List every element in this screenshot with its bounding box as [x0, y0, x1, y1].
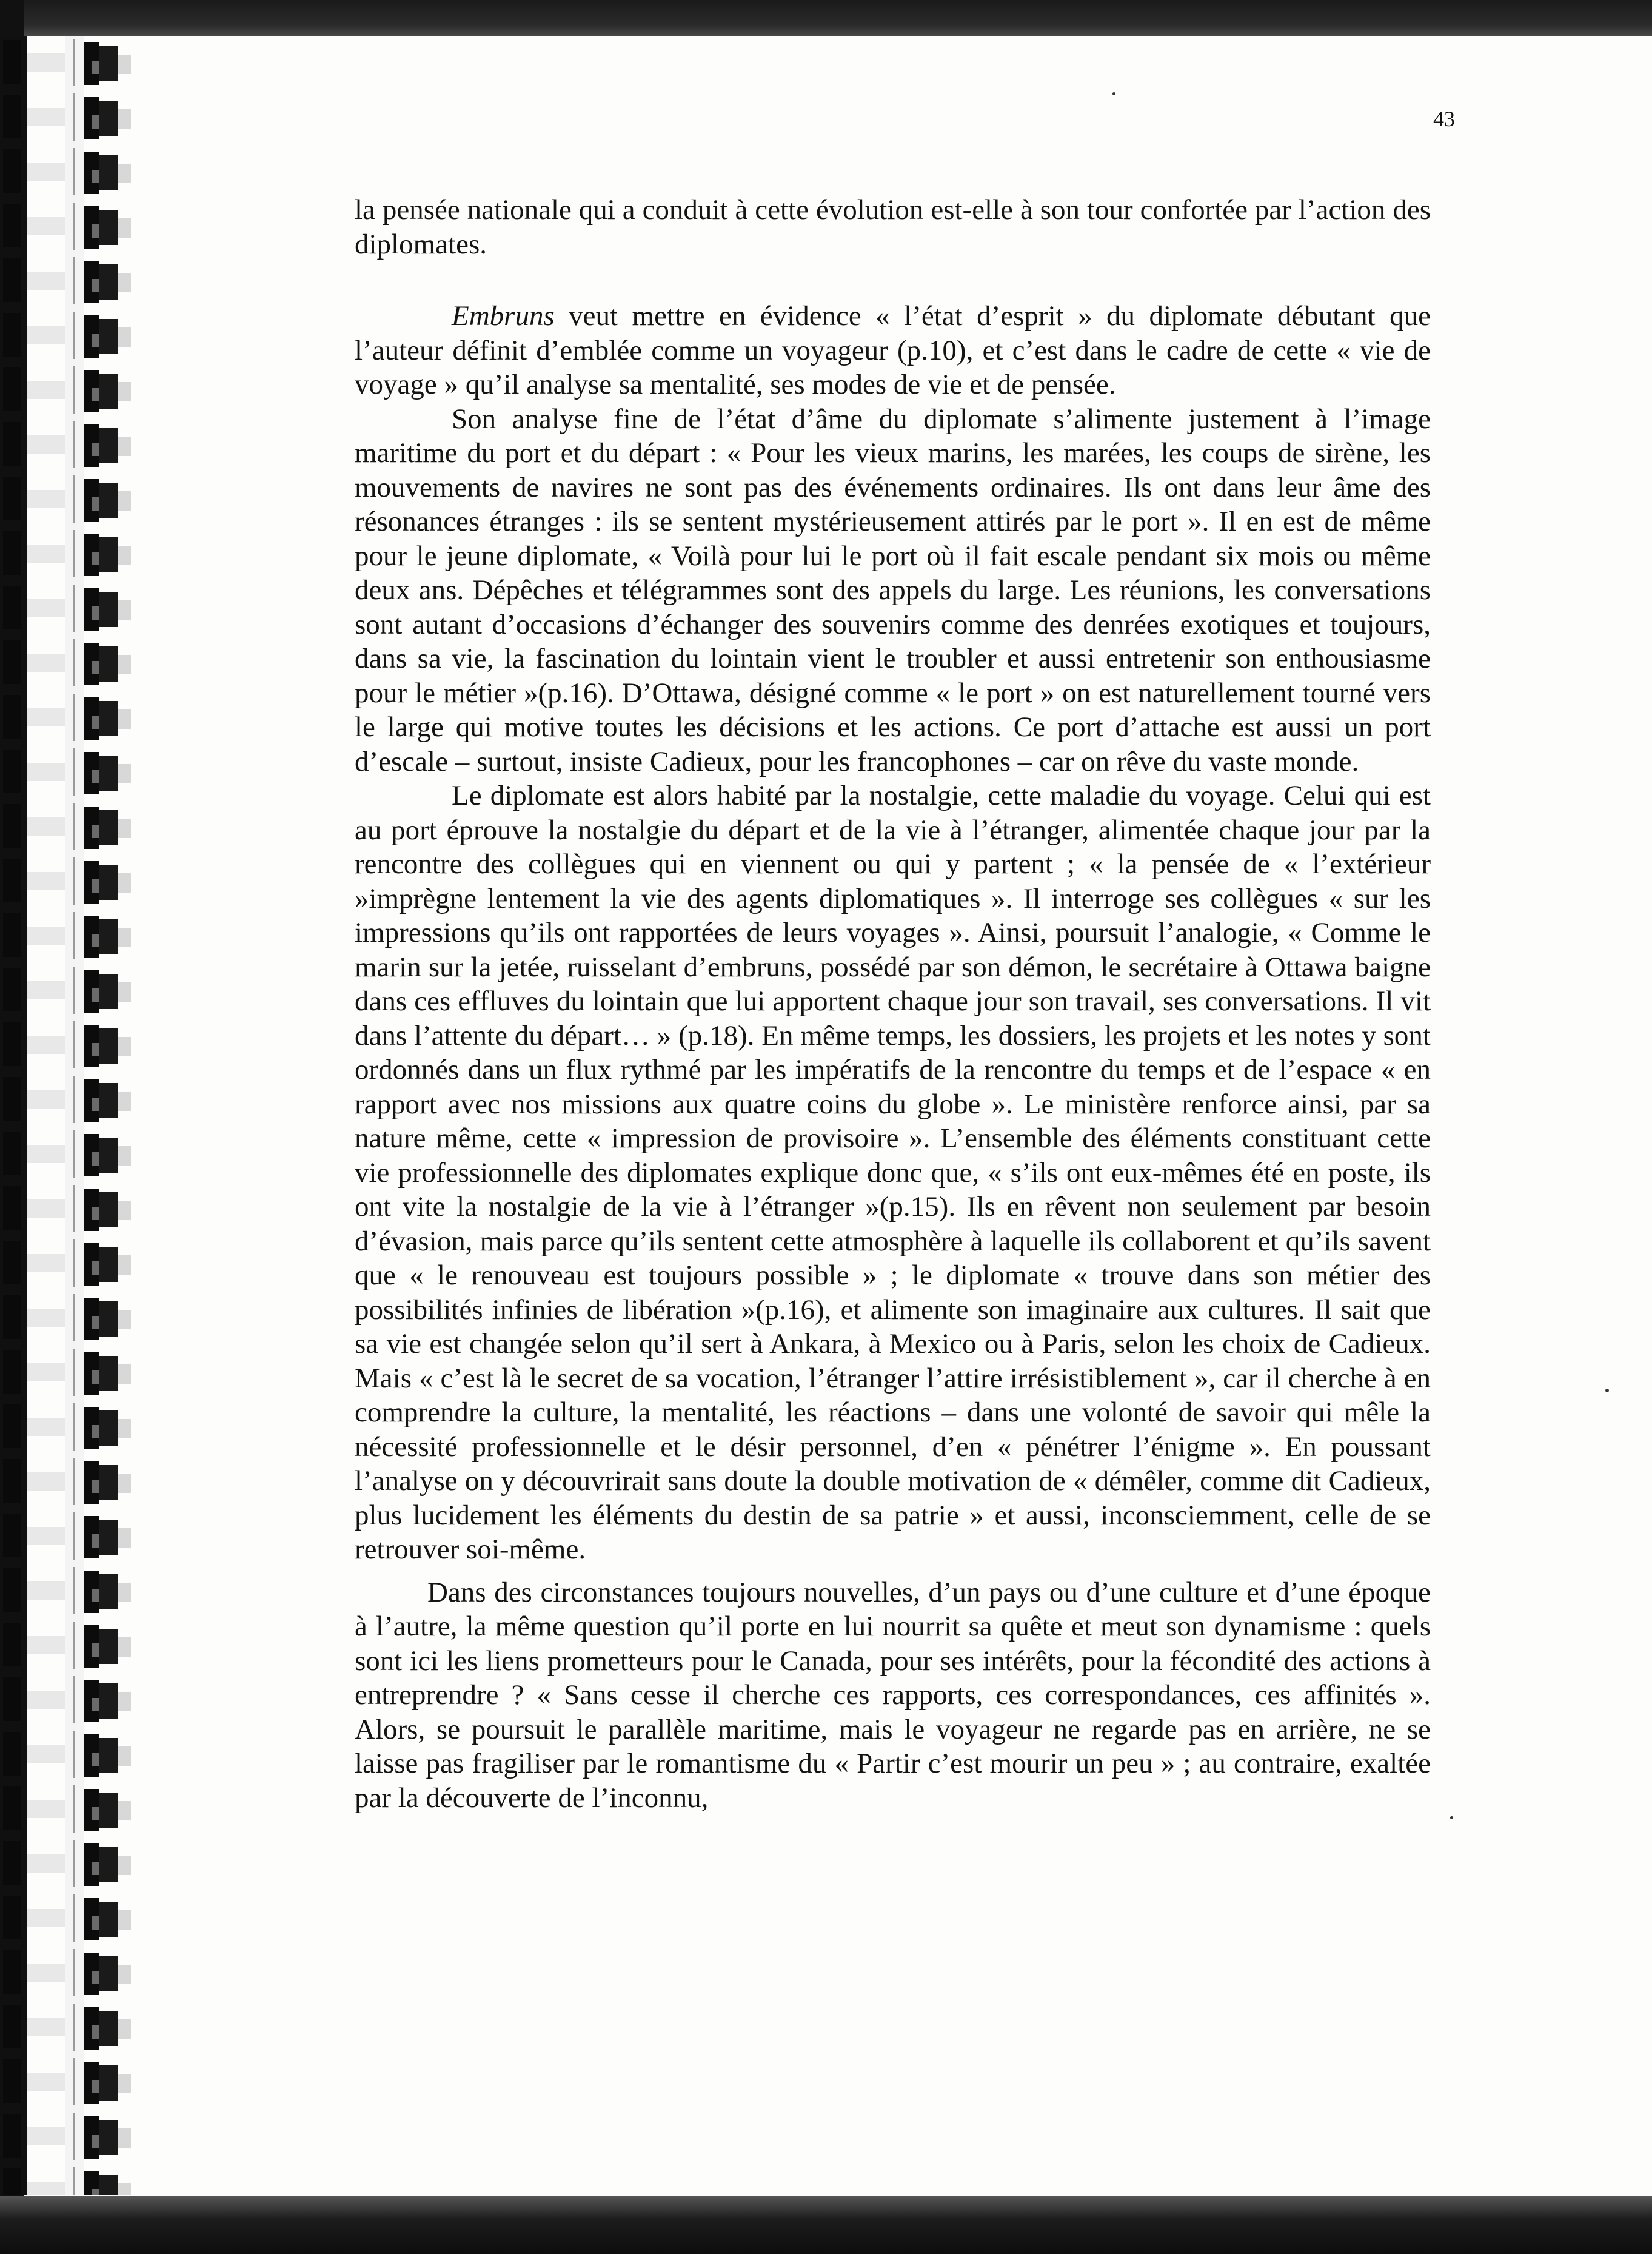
paragraph-1: la pensée nationale qui a conduit à cette évolution est-elle à son tour confortée par l’action des diplomates. [355, 194, 1431, 260]
paragraph-2-text: veut mettre en évidence « l’état d’esprit » du diplomate débutant que l’auteur définit d’emblée comme un voyageur (p.10), et c’est dans le cadre de cette « vie de voyage » qu’il analyse sa mentalité, ses modes de vie et de pensée. [355, 300, 1431, 400]
paragraph-4: Le diplomate est alors habité par la nostalgie, cette maladie du voyage. Celui qui est au port éprouve la nostalgie du départ et de la vie à l’étranger, alimentée chaque jour par la rencontre des collègues qui en viennent ou qui y partent ; « la pensée de « l’extérieur »imprègne lentement la vie des agents diplomatiques ». Il interroge ses collègues « sur les impressions qu’ils ont rapportées de leurs voyages ». Ainsi, poursuit l’analogie, « Comme le marin sur la jetée, ruisselant d’embruns, possédé par son démon, le secrétaire à Ottawa baigne dans ces effluves du lointain que lui apportent chaque jour son travail, ses conversations. Il vit dans l’attente du départ… » (p.18). En même temps, les dossiers, les projets et les notes y sont ordonnés dans un flux rythmé par les impératifs de la rencontre du temps et de l’espace « en rapport avec nos missions aux quatre coins du globe ». Le ministère renforce ainsi, par sa nature même, cette « impression de provisoire ». L’ensemble des éléments constituant cette vie professionnelle des diplomates explique donc que, « s’ils ont eux-mêmes été en poste, ils ont vite la nostalgie de la vie à l’étranger »(p.15). Ils en rêvent non seulement par besoin d’évasion, mais parce qu’ils sentent cette atmosphère à laquelle ils collaborent et qu’ils savent que « le renouveau est toujours possible » ; le diplomate « trouve dans son métier des possibilités infinies de libération »(p.16), et alimente son imaginaire aux cultures. Il sait que sa vie est changée selon qu’il sert à Ankara, à Mexico ou à Paris, selon les choix de Cadieux. Mais « c’est là le secret de sa vocation, l’étranger l’attire irrésistiblement », car il cherche à en comprendre la culture, la mentalité, les réactions – dans une volonté de savoir qui mêle la nécessité professionnelle et le désir personnel, d’en « pénétrer l’énigme ». En poussant l’analyse on y découvrirait sans doute la double motivation de « démêler, comme dit Cadieux, plus lucidement les éléments du destin de sa patrie » et aussi, inconsciemment, celle de se retrouver soi-même. [355, 780, 1431, 1565]
scan-speck [1112, 92, 1115, 95]
scan-bottom-edge [0, 2196, 1652, 2254]
spiral-binding [0, 36, 152, 2195]
scan-speck [1605, 1389, 1609, 1392]
body-text [355, 193, 1431, 1815]
scan-top-edge [0, 0, 1652, 36]
book-title: Embruns [452, 300, 555, 332]
scan-speck [1450, 1816, 1453, 1819]
paragraph-5: Dans des circonstances toujours nouvelles, d’un pays ou d’une culture et d’une époque à l’autre, la même question qu’il porte en lui nourrit sa quête et meut son dynamisme : quels sont ici les liens prometteurs pour le Canada, pour ses intérêts, pour la fécondité des actions à entreprendre ? « Sans cesse il cherche ces rapports, ces correspondances, ces affinités ». Alors, se poursuit le parallèle maritime, mais le voyageur ne regarde pas en arrière, ne se laisse pas fragiliser par le romantisme du « Partir c’est mourir un peu » ; au contraire, exaltée par la découverte de l’inconnu, [355, 1576, 1431, 1814]
paragraph-3: Son analyse fine de l’état d’âme du diplomate s’alimente justement à l’image maritime du port et du départ : « Pour les vieux marins, les marées, les coups de sirène, les mouvements de navires ne sont pas des événements ordinaires. Ils ont dans leur âme des résonances étranges : ils se sentent mystérieusement attirés par le port ». Il en est de même pour le jeune diplomate, « Voilà pour lui le port où il fait escale pendant six mois ou même deux ans. Dépêches et télégrammes sont des appels du large. Les réunions, les conversations sont autant d’occasions d’échanger des souvenirs comme des denrées exotiques et toujours, dans sa vie, la fascination du lointain vient le troubler et aussi entretenir son enthousiasme pour le métier »(p.16). D’Ottawa, désigné comme « le port » on est naturellement tourné vers le large qui motive toutes les décisions et les actions. Ce port d’attache est aussi un port d’escale – surtout, insiste Cadieux, pour les francophones – car on rêve du vaste monde. [355, 403, 1431, 777]
paragraph-2 [355, 299, 1431, 402]
page-number: 43 [1433, 107, 1455, 131]
